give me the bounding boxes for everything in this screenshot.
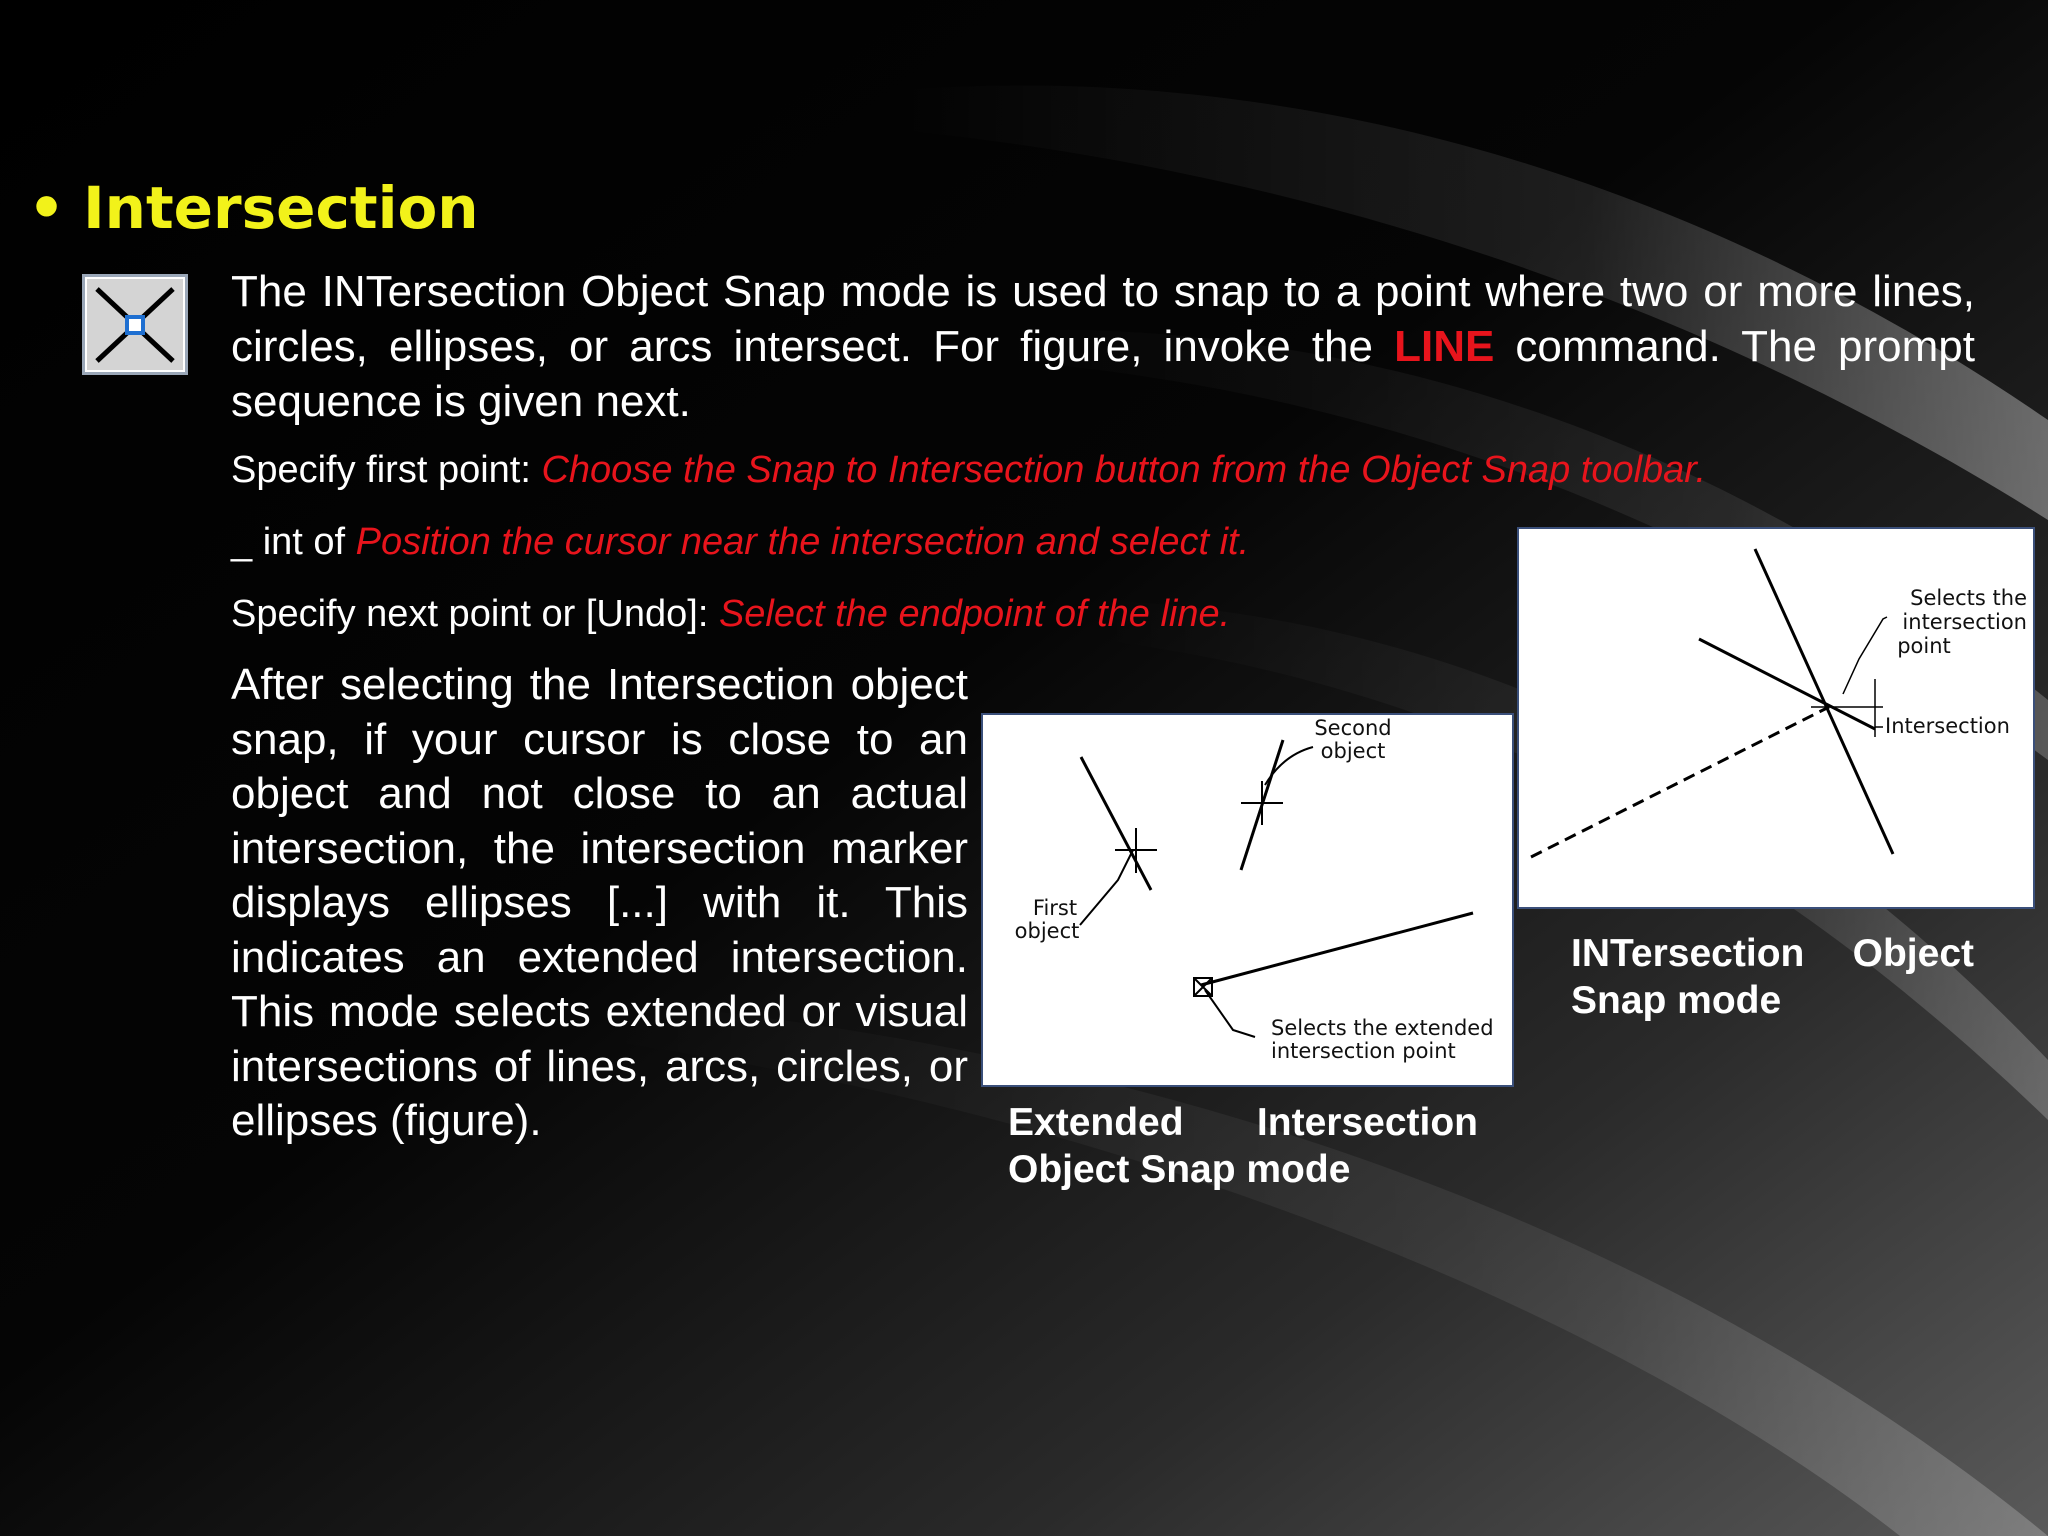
prompt-line	[231, 590, 1230, 638]
intro-text-before: The INTersection Object Snap mode is used to snap to a point where two or more lines, circles, ellipses, or arcs intersect. For figure, invoke the	[231, 267, 1975, 371]
slide-heading	[28, 168, 479, 248]
extended-line	[1201, 913, 1473, 985]
first-object-label: object	[1014, 919, 1080, 943]
prompt-label: Specify first point:	[231, 449, 542, 491]
intersection-snap-icon	[81, 273, 189, 376]
intersection-label: Intersection	[1885, 714, 2010, 738]
first-object-leader	[1080, 850, 1133, 925]
extended-figure-caption: Extended Intersection Object Snap mode	[1008, 1101, 1478, 1191]
line-command: LINE	[1394, 322, 1495, 371]
prompt-line	[231, 446, 1706, 494]
intersection-point-label: Selects the	[1910, 586, 2027, 610]
extended-point-label: intersection point	[1271, 1039, 1456, 1063]
extended-point-label: Selects the extended	[1271, 1016, 1494, 1040]
prompt-label: _ int of	[231, 521, 356, 563]
prompt-instruction: Select the endpoint of the line.	[718, 593, 1231, 635]
extended-intersection-figure	[981, 713, 1514, 1087]
heading-title: Intersection	[83, 174, 479, 242]
prompt-instruction: Position the cursor near the intersection and select it.	[355, 521, 1250, 563]
first-object-line	[1081, 757, 1151, 890]
prompt-line	[231, 518, 1249, 566]
intersection-figure-caption: INTersection Object Snap mode	[1571, 932, 1974, 1022]
intersection-dashed-line	[1531, 707, 1829, 857]
second-object-label: object	[1320, 739, 1386, 763]
second-object-leader	[1265, 747, 1313, 785]
intersection-line-b	[1699, 639, 1875, 729]
prompt-instruction: Choose the Snap to Intersection button from the Object Snap toolbar.	[541, 449, 1707, 491]
extended-leader	[1205, 990, 1255, 1037]
first-object-label: First	[1032, 896, 1078, 920]
intersection-leader	[1843, 617, 1887, 694]
intersection-point-label: intersection	[1902, 610, 2027, 634]
description-paragraph: After selecting the Intersection object snap, if your cursor is close to an object and not close to an actual intersection, the intersection marker displays ellipses [...] with it. This indicates an extended intersection. This mode selects extended or visual intersections of lines, arcs, circles, or ellipses (figure).	[231, 660, 968, 1145]
second-object-label: Second	[1314, 716, 1392, 740]
intersection-point-label: point	[1897, 634, 1951, 658]
prompt-label: Specify next point or [Undo]:	[231, 593, 719, 635]
heading-bullet: •	[28, 174, 66, 242]
intro-paragraph	[231, 264, 1975, 429]
intersection-figure	[1517, 527, 2035, 909]
intro-text-after: command. The prompt sequence is given next.	[231, 322, 1975, 426]
